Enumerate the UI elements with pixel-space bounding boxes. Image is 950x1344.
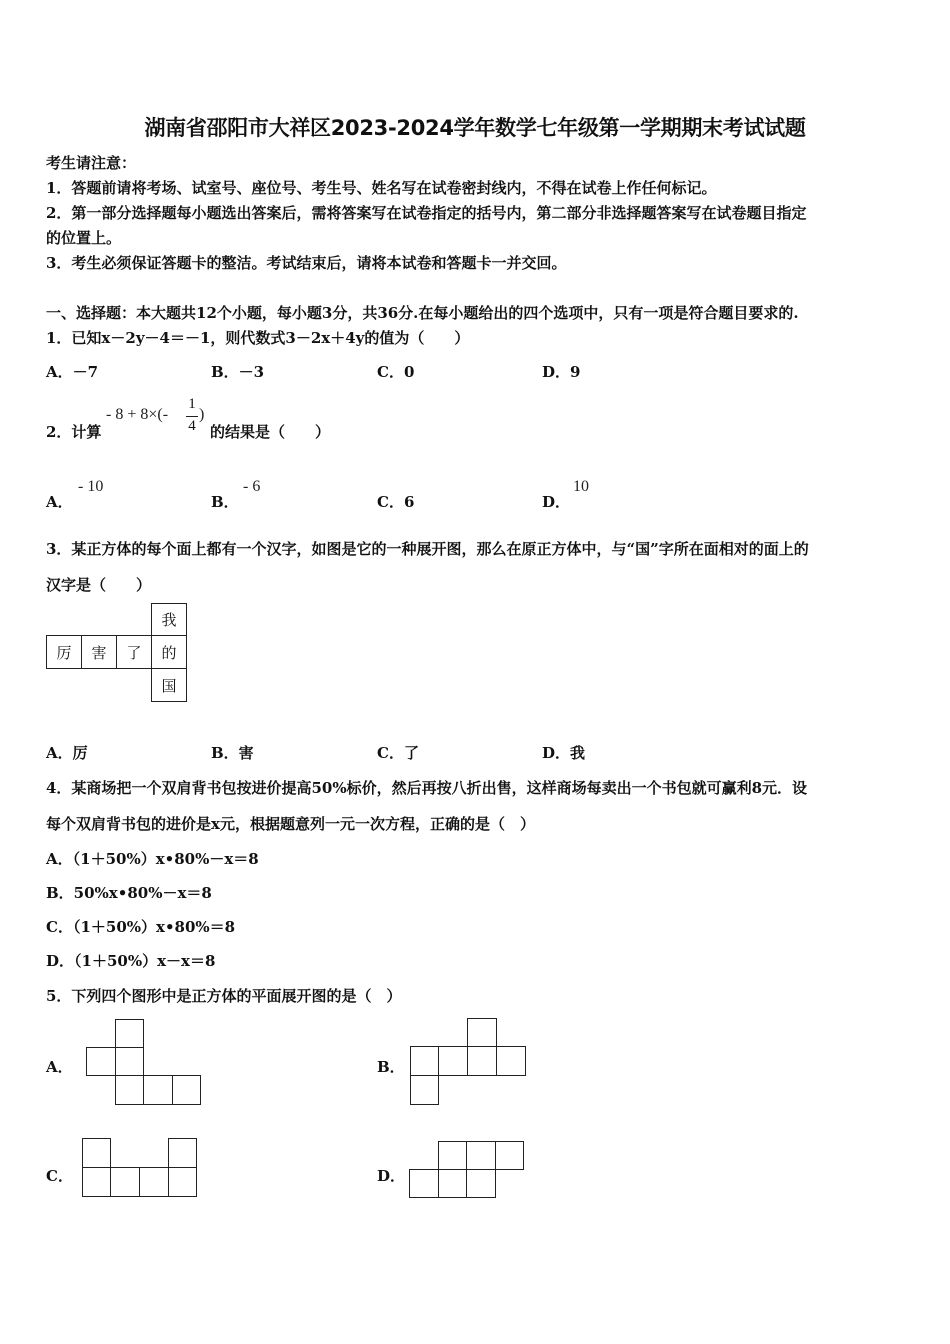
net-square (82, 1167, 111, 1197)
q3-option-d: D．我 (542, 744, 586, 762)
q3-stem-b: 汉字是（ ） (46, 576, 152, 594)
q5-stem: 5．下列四个图形中是正方体的平面展开图的是（ ） (46, 987, 402, 1005)
q2-expression (106, 406, 168, 424)
notice-line-3: 3．考生必须保证答题卡的整洁。考试结束后，请将本试卷和答题卡一并交回。 (46, 254, 567, 272)
q2-frac-num: 1 (188, 396, 196, 412)
q2-frac-den: 4 (188, 418, 196, 434)
q2-frac-line (186, 416, 198, 417)
q2-option-d-value: 10 (573, 478, 589, 495)
page-title: 湖南省邵阳市大祥区2023-2024学年数学七年级第一学期期末考试试题 (144, 116, 806, 140)
q4-stem-b: 每个双肩背书包的进价是x元，根据题意列一元一次方程，正确的是（ ） (46, 815, 535, 833)
net-cell: 厉 (46, 635, 82, 669)
notice-line-1: 1．答题前请将考场、试室号、座位号、考生号、姓名写在试卷密封线内，不得在试卷上作任何标记。 (46, 179, 717, 197)
notice-line-2b: 的位置上。 (46, 229, 122, 247)
net-cell: 了 (116, 635, 152, 669)
net-square (409, 1169, 439, 1198)
q2-option-a-value: - 10 (78, 478, 104, 495)
q3-option-c: C．了 (377, 744, 419, 762)
net-square (410, 1075, 439, 1105)
section-heading: 一、选择题：本大题共12个小题，每小题3分，共36分.在每小题给出的四个选项中，只有一项是符合题目要求的. (46, 304, 799, 322)
q5-option-b: B． (377, 1058, 405, 1076)
q5-option-c: C． (46, 1167, 73, 1185)
net-square (438, 1169, 467, 1198)
net-square (143, 1075, 173, 1105)
net-square (86, 1047, 116, 1076)
net-square (82, 1138, 111, 1168)
net-square (168, 1138, 197, 1168)
q2-prefix: 2．计算 (46, 423, 102, 441)
net-square (410, 1046, 439, 1076)
net-cell: 我 (151, 603, 187, 636)
q1-option-d: D．9 (542, 363, 581, 381)
q2-option-b-value: - 6 (243, 478, 261, 495)
net-square (466, 1141, 496, 1170)
q1-option-b: B．－3 (211, 363, 265, 381)
q5-option-d: D． (377, 1167, 406, 1185)
q4-option-a: A．（1＋50%）x•80%－x＝8 (46, 850, 259, 868)
net-square (139, 1167, 169, 1197)
q2-option-d-label: D． (542, 493, 571, 511)
q2-suffix: 的结果是（ ） (210, 423, 331, 441)
net-square (495, 1141, 524, 1170)
q4-stem-a: 4．某商场把一个双肩背书包按进价提高50%标价，然后再按八折出售，这样商场每卖出一个书包就可赢利8元．设 (46, 779, 808, 797)
q3-stem-a: 3．某正方体的每个面上都有一个汉字，如图是它的一种展开图，那么在原正方体中，与“国”字所在面相对的面上的 (46, 540, 809, 558)
q1-option-c: C．0 (377, 363, 415, 381)
q3-option-a: A．厉 (46, 744, 88, 762)
q2-option-a-label: A． (46, 493, 73, 511)
q4-option-c: C．（1＋50%）x•80%＝8 (46, 918, 236, 936)
net-cell: 的 (151, 635, 187, 669)
q1-option-a: A．－7 (46, 363, 99, 381)
notice-line-2a: 2．第一部分选择题每小题选出答案后，需将答案写在试卷指定的括号内，第二部分非选择题答案写在试卷题目指定 (46, 204, 807, 222)
net-cell: 国 (151, 668, 187, 702)
q1-stem: 1．已知x－2y－4＝－1，则代数式3－2x＋4y的值为（ ） (46, 329, 470, 347)
net-square (466, 1169, 496, 1198)
net-square (438, 1141, 467, 1170)
notice-heading: 考生请注意： (46, 154, 137, 172)
q5-option-a: A． (46, 1058, 73, 1076)
net-square (467, 1018, 497, 1047)
net-cell: 害 (81, 635, 117, 669)
q2-option-b-label: B． (211, 493, 239, 511)
q4-option-d: D．（1＋50%）x－x＝8 (46, 952, 216, 970)
q4-option-b: B．50%x•80%－x＝8 (46, 884, 212, 902)
net-square (115, 1047, 144, 1076)
q2-expr-left: - 8 + 8×(- (106, 406, 169, 423)
net-square (438, 1046, 468, 1076)
net-square (110, 1167, 140, 1197)
net-square (168, 1167, 197, 1197)
q3-option-b: B．害 (211, 744, 254, 762)
net-square (467, 1046, 497, 1076)
net-square (115, 1075, 144, 1105)
net-square (496, 1046, 526, 1076)
net-square (172, 1075, 201, 1105)
net-square (115, 1019, 144, 1048)
q2-expr-right: ) (199, 406, 205, 423)
q2-option-c: C．6 (377, 493, 415, 511)
